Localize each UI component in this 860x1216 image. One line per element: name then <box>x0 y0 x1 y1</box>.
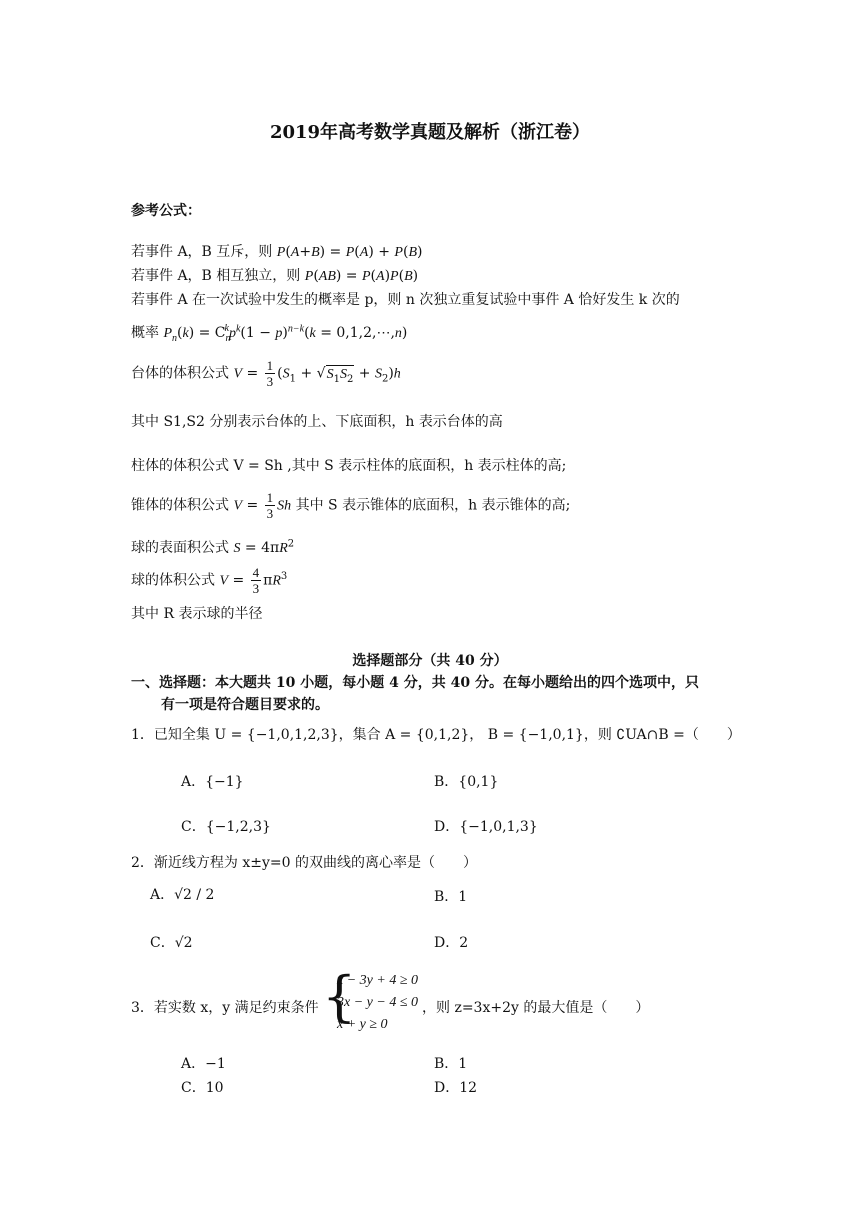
question-3-option-d[interactable]: D．12 <box>434 1080 478 1096</box>
question-3-option-b[interactable]: B．1 <box>434 1056 468 1072</box>
constraint-brace: { <box>322 965 357 1028</box>
page-title: 2019年高考数学真题及解析（浙江卷） <box>269 122 591 143</box>
question-1-option-a[interactable]: A．{−1} <box>181 774 244 790</box>
instructions-line-1: 一、选择题：本大题共 10 小题，每小题 4 分，共 40 分。在每小题给出的四个选项中，只 <box>131 675 699 691</box>
question-1-option-c[interactable]: C．{−1,2,3} <box>181 819 271 835</box>
formula-frustum-volume: 台体的体积公式 V = $\frac{1}{3}$ $(S_1 + √S_1S_2 + S_2)h$ <box>131 358 401 389</box>
formula-bernoulli-intro: 若事件 A 在一次试验中发生的概率是 p，则 n 次独立重复试验中事件 A 恰好发生 k 次的 <box>131 292 680 308</box>
instructions-line-2: 有一项是符合题目要求的。 <box>161 697 329 713</box>
question-1-stem: 1．已知全集 U = {−1,0,1,2,3}，集合 A = {0,1,2}， B = {−1,0,1}，则 ∁UA∩B =（ ） <box>131 727 741 743</box>
constraint-1: x − 3y + 4 ≥ 0 <box>337 973 419 988</box>
formula-frustum-note: 其中 S1,S2 分别表示台体的上、下底面积，h 表示台体的高 <box>131 414 503 430</box>
section-title: 选择题部分（共 40 分） <box>352 653 508 669</box>
constraint-system <box>337 970 418 1036</box>
reference-formulas-header: 参考公式： <box>131 203 201 219</box>
question-2-stem: 2．渐近线方程为 x±y=0 的双曲线的离心率是（ ） <box>131 855 477 871</box>
question-2-option-a[interactable]: A．√2 / 2 <box>150 887 215 903</box>
question-3-option-a[interactable]: A．−1 <box>181 1056 226 1072</box>
formula-prism-volume: 柱体的体积公式 V = Sh ,其中 S 表示柱体的底面积，h 表示柱体的高; <box>131 458 567 474</box>
question-1-option-b[interactable]: B．{0,1} <box>434 774 499 790</box>
formula-bernoulli: 概率 $P_n(k) = C_n^kp^k(1 - p)^{n-k}(k$ = 0,1,2,⋯,n) <box>131 323 408 344</box>
formula-pyramid-volume: 锥体的体积公式 V = $\frac{1}{3}$ Sh 其中 S 表示锥体的底面积，h 表示锥体的高; <box>131 490 571 521</box>
question-3-option-c[interactable]: C．10 <box>181 1080 224 1096</box>
question-3-stem-suffix: ，则 z=3x+2y 的最大值是（ ） <box>422 1000 650 1016</box>
formula-radius-note: 其中 R 表示球的半径 <box>131 606 263 622</box>
question-2-option-c[interactable]: C．√2 <box>150 935 193 951</box>
formula-mutually-exclusive: 若事件 A，B 互斥，则 P(A+B) = P(A) + P(B) <box>131 244 423 260</box>
question-2-option-d[interactable]: D．2 <box>434 935 469 951</box>
constraint-3: x + y ≥ 0 <box>337 1017 388 1032</box>
question-1-option-d[interactable]: D．{−1,0,1,3} <box>434 819 538 835</box>
question-2-option-b[interactable]: B．1 <box>434 889 468 905</box>
formula-sphere-volume: 球的体积公式 V = $\frac{4}{3}$ $\pi R^3$ <box>131 565 288 596</box>
formula-sphere-area: 球的表面积公式 $S = 4\pi R^2$ <box>131 538 295 556</box>
formula-independent: 若事件 A，B 相互独立，则 P(AB) = P(A)P(B) <box>131 268 419 284</box>
constraint-2: 3x − y − 4 ≤ 0 <box>337 995 419 1010</box>
question-3-stem-prefix: 3．若实数 x，y 满足约束条件 <box>131 1000 319 1016</box>
